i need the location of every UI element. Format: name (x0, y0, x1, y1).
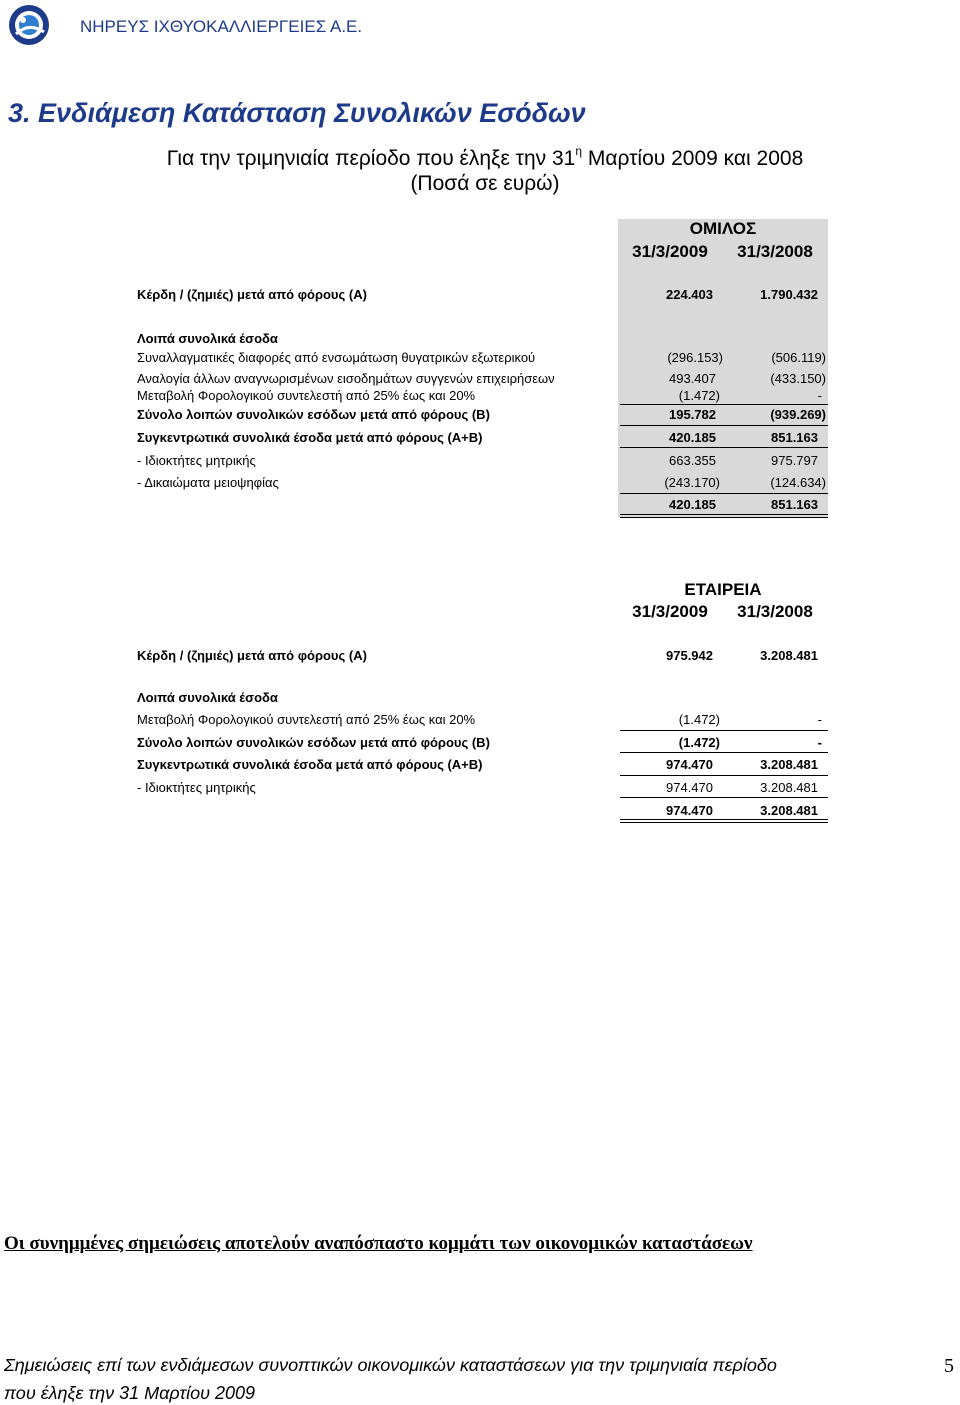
underline (620, 447, 828, 448)
underline (620, 493, 828, 494)
underline (620, 775, 828, 776)
footer-line-2: που έληξε την 31 Μαρτίου 2009 (4, 1383, 256, 1403)
table-cell: (1.472) (678, 388, 720, 403)
double-underline (620, 819, 828, 820)
table-cell: 3.208.481 (760, 648, 818, 663)
table-row-label: Αναλογία άλλων αναγνωρισμένων εισοδημάτων συγγενών επιχειρήσεων (137, 371, 555, 386)
company-heading: ΕΤΑΙΡΕΙΑ (684, 580, 762, 599)
table-cell: 851.163 (771, 497, 818, 512)
table-cell: 420.185 (669, 430, 716, 445)
table-row-label: Μεταβολή Φορολογικού συντελεστή από 25% έως και 20% (137, 712, 476, 727)
underline (620, 404, 828, 405)
footnote: Οι συνημμένες σημειώσεις αποτελούν αναπόσπαστο κομμάτι των οικονομικών καταστάσεων (4, 1233, 753, 1254)
table-cell: 975.797 (771, 453, 818, 468)
table-row-label: - Ιδιοκτήτες μητρικής (137, 780, 256, 795)
table-cell: (124.634) (770, 475, 826, 490)
table-row-label: - Ιδιοκτήτες μητρικής (137, 453, 256, 468)
table-row-label: Συγκεντρωτικά συνολικά έσοδα μετά από φόρους (Α+Β) (137, 430, 483, 445)
underline (620, 797, 828, 798)
double-underline (620, 514, 828, 515)
underline (620, 752, 828, 753)
table-cell: 420.185 (669, 497, 716, 512)
company-name: ΝΗΡΕΥΣ ΙΧΘΥΟΚΑΛΛΙΕΡΓΕΙΕΣ Α.Ε. (80, 17, 363, 36)
table-row-label: Σύνολο λοιπών συνολικών εσόδων μετά από φόρους (Β) (137, 407, 490, 422)
table-cell: (243.170) (664, 475, 720, 490)
currency-note: (Ποσά σε ευρώ) (410, 172, 560, 195)
table-cell: 493.407 (669, 371, 716, 386)
table-row-label: Κέρδη / (ζημιές) μετά από φόρους (Α) (137, 287, 367, 302)
table-cell: (1.472) (678, 735, 720, 750)
table-row-label: Κέρδη / (ζημιές) μετά από φόρους (Α) (137, 648, 367, 663)
table-cell: 974.470 (666, 757, 713, 772)
group-col-2008: 31/3/2008 (737, 242, 813, 261)
group-heading: ΟΜΙΛΟΣ (689, 219, 757, 238)
company-col-2008: 31/3/2008 (737, 602, 813, 621)
underline (620, 425, 828, 426)
underline (620, 730, 828, 731)
table-cell: 975.942 (666, 648, 713, 663)
table-row-label: - Δικαιώματα μειοψηφίας (137, 475, 279, 490)
table-cell: 3.208.481 (760, 757, 818, 772)
table-row-label: Συγκεντρωτικά συνολικά έσοδα μετά από φόρους (Α+Β) (137, 757, 483, 772)
double-underline (620, 517, 828, 518)
table-cell: 224.403 (666, 287, 713, 302)
table-cell: 1.790.432 (760, 287, 818, 302)
page-number: 5 (944, 1355, 954, 1377)
table-row-label: Λοιπά συνολικά έσοδα (137, 331, 278, 346)
table-cell: 3.208.481 (760, 803, 818, 818)
table-cell: - (817, 388, 822, 403)
table-cell: (939.269) (770, 407, 826, 422)
company-col-2009: 31/3/2009 (632, 602, 708, 621)
table-cell: - (817, 712, 822, 727)
footer-line-1: Σημειώσεις επί των ενδιάμεσων συνοπτικών οικονομικών καταστάσεων για την τριμηνιαία περίοδο (4, 1355, 777, 1375)
section-title: 3. Ενδιάμεση Κατάσταση Συνολικών Εσόδων (8, 98, 586, 128)
table-cell: - (817, 735, 822, 750)
double-underline (620, 822, 828, 823)
group-col-2009: 31/3/2009 (632, 242, 708, 261)
company-logo-icon (8, 4, 50, 46)
table-cell: (433.150) (770, 371, 826, 386)
table-cell: 663.355 (669, 453, 716, 468)
table-cell: (506.119) (771, 350, 826, 365)
group-shaded-area (618, 219, 828, 517)
table-cell: (296.153) (667, 350, 723, 365)
table-cell: 974.470 (666, 780, 713, 795)
period-subtitle: Για την τριμηνιαία περίοδο που έληξε την $31^\eta$ Μαρτίου 2009 και 2008 (166, 144, 804, 170)
table-cell: 851.163 (771, 430, 818, 445)
table-row-label: Συναλλαγματικές διαφορές από ενσωμάτωση θυγατρικών εξωτερικού (137, 350, 536, 365)
table-cell: 195.782 (669, 407, 716, 422)
table-row-label: Μεταβολή Φορολογικού συντελεστή από 25% έως και 20% (137, 388, 476, 403)
table-cell: 974.470 (666, 803, 713, 818)
table-cell: (1.472) (678, 712, 720, 727)
table-cell: 3.208.481 (760, 780, 818, 795)
table-row-label: Σύνολο λοιπών συνολικών εσόδων μετά από φόρους (Β) (137, 735, 490, 750)
table-row-label: Λοιπά συνολικά έσοδα (137, 690, 278, 705)
